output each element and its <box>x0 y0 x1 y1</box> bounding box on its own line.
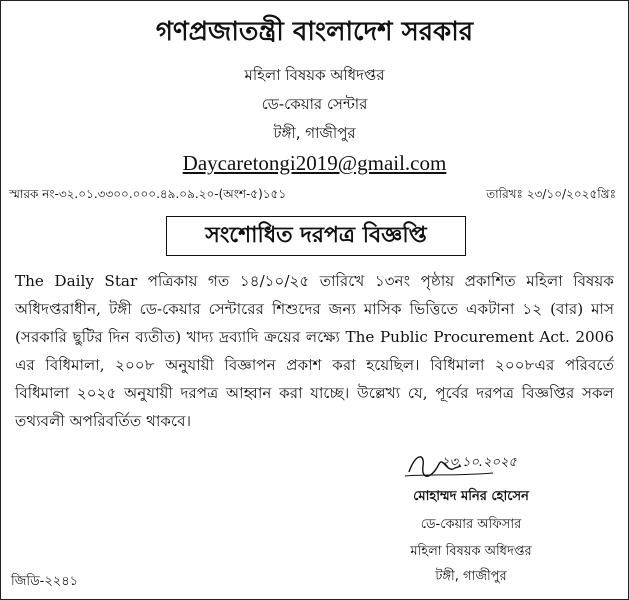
signatory-name: মোহাম্মদ মনির হোসেন <box>413 489 529 504</box>
gd-number: জিডি-২২৪১ <box>11 574 79 589</box>
office-location: টঙ্গী, গাজীপুর <box>273 124 356 142</box>
notice-title: সংশোধিত দরপত্র বিজ্ঞপ্তি <box>166 216 466 256</box>
notice-body: The Daily Star পত্রিকায় গত ১৪/১০/২৫ তারিখে ১৩নং পৃষ্ঠায় প্রকাশিত মহিলা বিষয়ক অধিদপ্তরাধীন, টঙ্গী ডে-কেয়ার সেন্টারের শিশুদের জন্য মাসিক ভিত্তিতে একটানা ১২ (বার) মাস (সরকারি ছুটির দিন ব্যতীত) খাদ্য দ্রব্যাদি ক্রয়ের লক্ষ্যে The Public Procurement Act. 2006 এর বিধিমালা, ২০০৮ অনুযায়ী বিজ্ঞাপন প্রকাশ করা হয়েছিল। বিধিমালা ২০০৮এর পরিবর্তে বিধিমালা ২০২৫ অনুযায়ী দরপত্র আহ্বান করা যাচ্ছে। উল্লেখ্য যে, পূর্বের দরপত্র বিজ্ঞপ্তির সকল তথ্যবলী অপরিবর্তিত থাকবে। <box>15 272 614 430</box>
issue-date: তারিখঃ ২৩/১০/২০২৫খ্রিঃ <box>486 187 616 201</box>
office-name: ডে-কেয়ার সেন্টার <box>261 95 368 113</box>
email-link[interactable]: Daycaretongi2019@gmail.com <box>182 151 447 175</box>
signature-date: ২৩.১০.২০২৫ <box>441 455 517 470</box>
government-title: গণপ্রজাতন্ত্রী বাংলাদেশ সরকার <box>155 17 474 47</box>
signatory-designation: ডে-কেয়ার অফিসার <box>420 517 522 532</box>
signatory-location: টঙ্গী, গাজীপুর <box>435 569 507 584</box>
department-name: মহিলা বিষয়ক অধিদপ্তর <box>244 66 385 84</box>
memo-number: স্মারক নং-৩২.০১.৩৩০০.০০০.৪৯.০৯.২০-(অংশ-৫)১৫১ <box>9 187 287 201</box>
email-line <box>1 151 628 176</box>
signatory-department: মহিলা বিষয়ক অধিদপ্তর <box>410 544 532 559</box>
